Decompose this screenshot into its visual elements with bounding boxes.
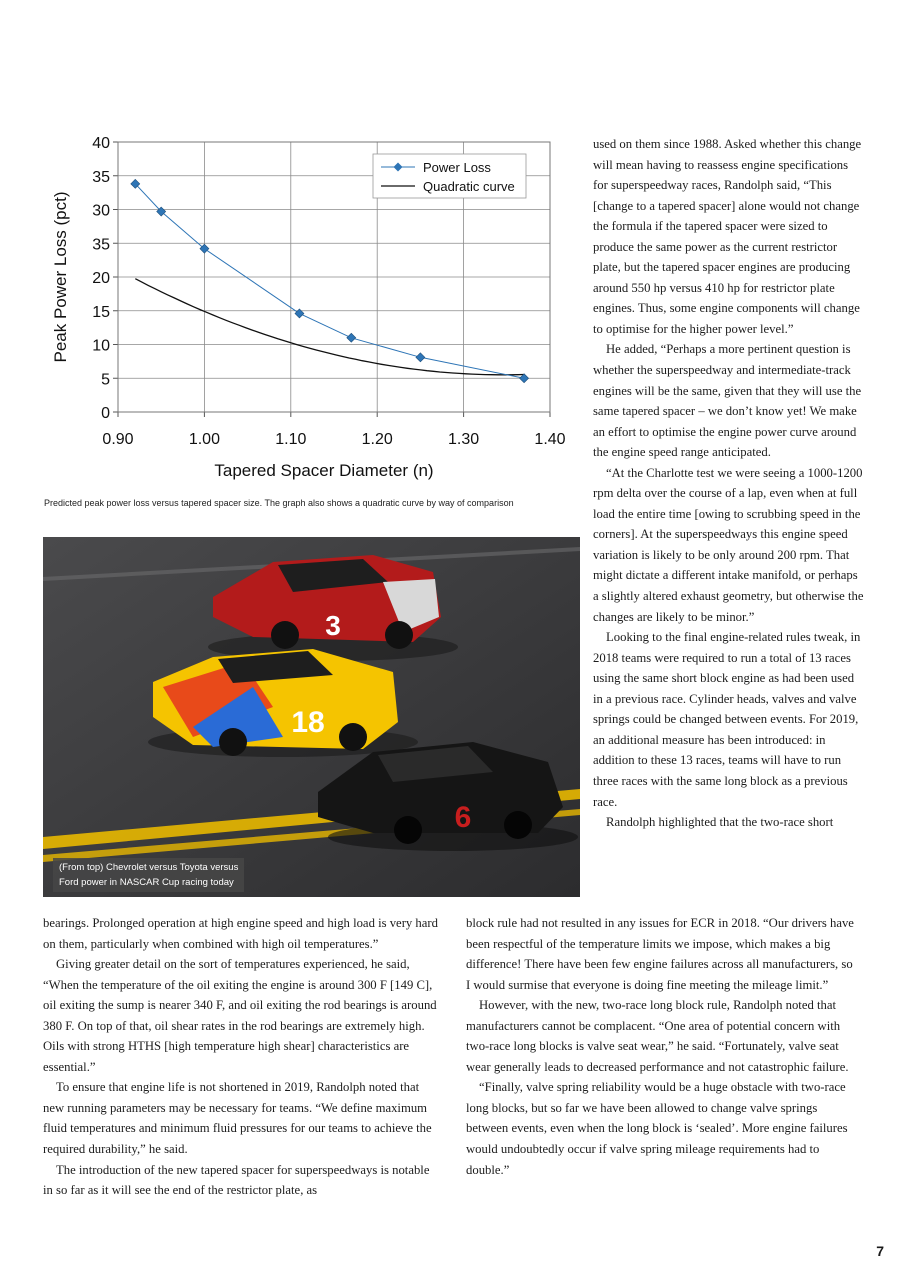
paragraph: Randolph highlighted that the two-race short — [606, 815, 834, 830]
paragraph: Looking to the final engine-related rules tweak, in 2018 teams were required to run a total of 13 races using the same short block engine as had been used in a previous race. Cylinder heads, valves and valve springs could be changed between events. For 2019, an additional measure has been introduced: in addition to these 13 races, teams will have to run three races with the same long block as a previous race. — [593, 630, 861, 809]
chart-caption: Predicted peak power loss versus tapered spacer size. The graph also shows a quadratic curve by way of comparison — [44, 498, 514, 508]
race-cars-illustration — [43, 537, 580, 897]
power-loss-line — [135, 184, 524, 378]
paragraph: Giving greater detail on the sort of temperatures experienced, he said, “When the temperature of the oil exiting the engine is around 300 F [149 C], oil exiting the sump is nearer 340 F, and oil exiting the rod bearings is around 380 F. On top of that, oil shear rates in the rod bearings are extremely high. Oils with strong HTHS [high temperature high shear] characteristics are essential.” — [43, 957, 437, 1074]
y-tick-label: 5 — [101, 371, 110, 389]
paragraph: “Finally, valve spring reliability would be a huge obstacle with two-race long blocks, but so far we have been allowed to change valve springs between events, even when the long block is ‘sealed’. More engine failures would undoubtedly occur if valve spring mileage requirements had to double.” — [466, 1080, 848, 1177]
nascar-photo — [43, 537, 580, 897]
right-column-text — [593, 134, 865, 833]
power-loss-point — [295, 309, 304, 318]
power-loss-point — [416, 353, 425, 362]
bottom-right-column-text — [466, 913, 860, 1180]
photo-caption-line-2: Ford power in NASCAR Cup racing today — [59, 877, 234, 888]
photo-caption-line-1: (From top) Chevrolet versus Toyota versus — [59, 862, 239, 873]
paragraph: The introduction of the new tapered spacer for superspeedways is notable in so far as it will see the end of the restrictor plate, as — [43, 1162, 430, 1198]
quadratic-curve-line — [135, 279, 524, 375]
paragraph: However, with the new, two-race long block rule, Randolph noted that manufacturers cannot be complacent. “One area of potential concern with two-race long blocks is valve seat wear,” he said. “Fortunately, valve seat wear generally leads to decreased performance and not catastrophic failure. — [466, 998, 849, 1074]
car-number-6: 6 — [454, 801, 472, 834]
paragraph: used on them since 1988. Asked whether this change will mean having to reassess engine specifications for superspeedway races, Randolph said, “This [change to a tapered spacer] alone would not change the formula if the tapered spacer were sized to produce the same power as the current restrictor plate, but the tapered spacer engines are producing around 550 hp versus 410 hp for restrictor plate engines. Thus, some engine components will change to optimise for the higher power level.” — [593, 137, 862, 336]
chart-svg — [40, 128, 580, 488]
power-loss-point — [347, 333, 356, 342]
x-tick-label: 1.20 — [361, 431, 393, 448]
legend-quadratic-label: Quadratic curve — [423, 179, 515, 194]
x-tick-label: 1.40 — [534, 431, 566, 448]
paragraph: He added, “Perhaps a more pertinent question is whether the superspeedway and intermediate-track engines will be the same, given that they will use the same tapered spacer – we don’t know yet! We make an effort to optimise the engine power curve around the engine speed range anticipated. — [593, 342, 862, 460]
x-tick-label: 0.90 — [102, 431, 134, 448]
car-number-18: 18 — [291, 706, 325, 739]
paragraph: block rule had not resulted in any issues for ECR in 2018. “Our drivers have been respectful of the temperature limits we impose, which makes a big difference! There have been few engine failures across all manufacturers, so I would surmise that everyone is doing fine meeting the mileage limit.” — [466, 916, 854, 992]
paragraph: “At the Charlotte test we were seeing a 1000-1200 rpm delta over the course of a lap, even when at full load the entire time [owing to scrubbing speed in the corners]. At the superspeedways this engine speed variation is likely to be only around 200 rpm. That might dictate a different intake manifold, or perhaps a slightly altered exhaust geometry, but otherwise the changes are likely to be minor.” — [593, 465, 864, 624]
photo-caption — [53, 858, 244, 892]
power-loss-chart — [40, 128, 580, 488]
car-number-3: 3 — [325, 610, 341, 641]
paragraph: bearings. Prolonged operation at high engine speed and high load is very hard on them, particularly when combined with high oil temperatures.” — [43, 916, 438, 951]
page-number: 7 — [876, 1243, 884, 1259]
y-axis-label: Peak Power Loss (pct) — [51, 191, 70, 363]
y-tick-label: 10 — [92, 337, 110, 355]
x-tick-label: 1.10 — [275, 431, 307, 448]
y-tick-label: 40 — [92, 135, 110, 152]
x-axis-label: Tapered Spacer Diameter (n) — [214, 461, 434, 480]
paragraph: To ensure that engine life is not shortened in 2019, Randolph noted that new running parameters may be necessary for teams. “We define maximum fluid temperatures and minimum fluid pressures for our teams to achieve the required durability,” he said. — [43, 1080, 432, 1157]
y-tick-label: 20 — [92, 270, 110, 287]
y-tick-label: 0 — [101, 405, 110, 422]
legend-power-loss-label: Power Loss — [423, 160, 491, 175]
y-tick-label: 35 — [92, 168, 110, 186]
y-tick-label: 35 — [92, 236, 110, 254]
x-tick-label: 1.30 — [448, 431, 480, 448]
y-tick-label: 15 — [92, 303, 110, 321]
y-tick-label: 30 — [92, 202, 110, 220]
bottom-left-column-text — [43, 913, 438, 1201]
x-tick-label: 1.00 — [188, 431, 220, 448]
